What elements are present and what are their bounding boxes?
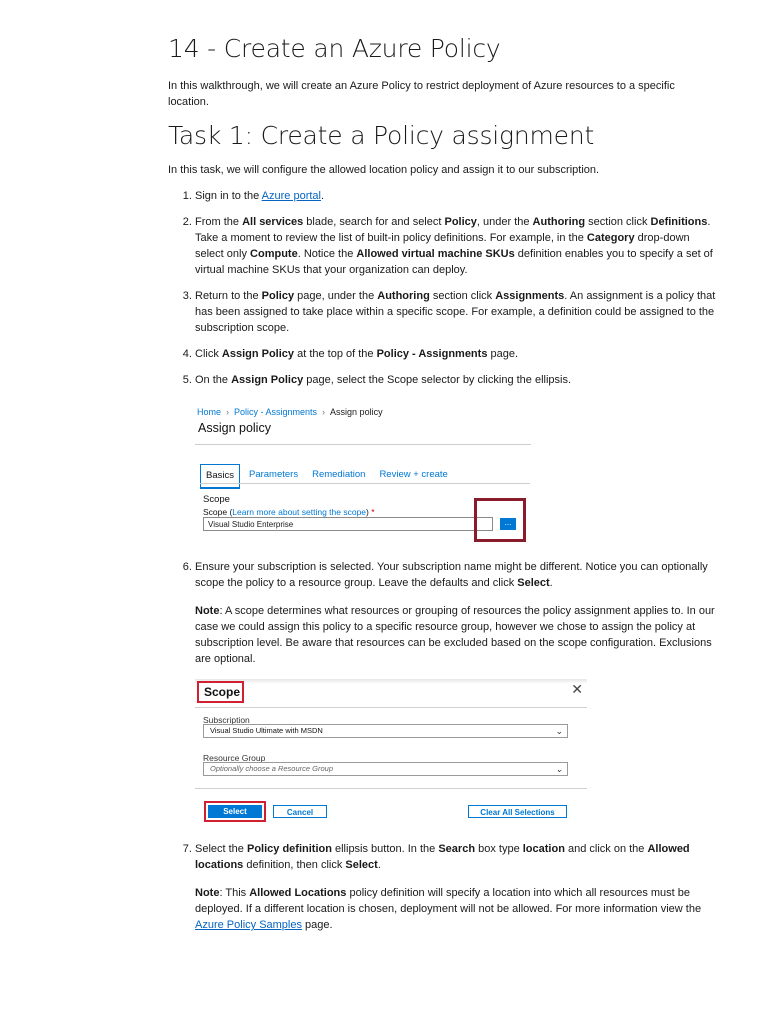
chevron-right-icon: › bbox=[322, 407, 326, 417]
clear-all-selections-button[interactable]: Clear All Selections bbox=[468, 805, 567, 818]
assign-policy-title: Assign policy bbox=[198, 421, 271, 435]
required-marker: * bbox=[371, 507, 375, 517]
tab-parameters[interactable]: Parameters bbox=[248, 469, 299, 480]
tab-bar bbox=[200, 464, 457, 489]
breadcrumb-home[interactable]: Home bbox=[197, 407, 222, 417]
select-button[interactable]: Select bbox=[208, 805, 262, 818]
breadcrumb-current: Assign policy bbox=[330, 407, 383, 417]
highlight-box bbox=[474, 498, 526, 542]
subscription-label: Subscription bbox=[203, 715, 250, 725]
resource-group-label: Resource Group bbox=[203, 753, 266, 763]
document-page bbox=[168, 32, 716, 943]
step-7: 7. Select the Policy definition ellipsis button. In the Search box type location and click on the Allowed locations definition, then click Select. Note: This Allowed Locations policy definition will specify a location into which all resources must be deployed. If a different location is chosen, deployment will not be allowed. For more information view the Azure Policy Samples page. bbox=[195, 841, 716, 933]
cancel-button[interactable]: Cancel bbox=[273, 805, 327, 818]
page-title: 14 - Create an Azure Policy bbox=[168, 34, 501, 63]
close-icon[interactable]: ✕ bbox=[571, 681, 583, 697]
step-6: 6. Ensure your subscription is selected. Your subscription name might be different. Notice you can optionally scope the policy to a resource group. Leave the defaults and click Select. Note: A scope determines what resources or grouping of resources the policy assignment applies to. In our case we could assign this policy to a specific resource group, however we chose to assign the policy at subscription level. Be aware that resources can be excluded based on the scope configuration. Exclusions are optional. Scope ✕ Subscription Visual Studio Ultimate with MSDN ⌄ Resource Group Optionally choose a Resource Group ⌄ Select Cancel Clear All Selections bbox=[195, 559, 716, 821]
highlight-box bbox=[204, 801, 266, 822]
intro-paragraph: In this walkthrough, we will create an Azure Policy to restrict deployment of Azure resources to a specific location. bbox=[168, 80, 675, 108]
tab-review-create[interactable]: Review + create bbox=[379, 469, 448, 480]
step-2: 2. From the All services blade, search for and select Policy, under the Authoring section click Definitions. Take a moment to review the list of built-in policy definitions. For example, in the Category drop-down select only Compute. Notice the Allowed virtual machine SKUs definition enables you to specify a set of virtual machine SKUs that your organization can deploy. bbox=[195, 214, 716, 278]
chevron-down-icon: ⌄ bbox=[555, 726, 563, 736]
step-1: 1. Sign in to the Azure portal. bbox=[195, 188, 716, 204]
divider bbox=[195, 707, 587, 708]
step-3: 3. Return to the Policy page, under the Authoring section click Assignments. An assignment is a policy that has been assigned to take place within a specific scope. For example, a definition could be assigned to the subscription scope. bbox=[195, 288, 716, 336]
steps-list bbox=[168, 188, 716, 933]
azure-portal-link[interactable]: Azure portal bbox=[261, 190, 321, 202]
azure-policy-samples-link[interactable]: Azure Policy Samples bbox=[195, 919, 302, 931]
blade-top-shadow bbox=[195, 679, 587, 683]
scope-field[interactable]: Visual Studio Enterprise bbox=[203, 517, 493, 531]
task1-heading: Task 1: Create a Policy assignment bbox=[168, 121, 595, 150]
scope-ellipsis-button[interactable]: ... bbox=[500, 518, 516, 530]
resource-group-select[interactable]: Optionally choose a Resource Group ⌄ bbox=[203, 762, 568, 776]
tab-basics[interactable]: Basics bbox=[200, 464, 240, 489]
chevron-down-icon: ⌄ bbox=[555, 764, 563, 774]
assign-policy-screenshot bbox=[195, 400, 531, 545]
note-scope: Note: A scope determines what resources or grouping of resources the policy assignment applies to. In our case we could assign this policy to a specific resource group, however we chose to assign the policy at subscription level. Be aware that resources can be excluded based on the scope configuration. Exclusions are optional. bbox=[195, 605, 715, 665]
subscription-select[interactable]: Visual Studio Ultimate with MSDN ⌄ bbox=[203, 724, 568, 738]
breadcrumb bbox=[197, 404, 383, 420]
chevron-right-icon: › bbox=[226, 407, 230, 417]
scope-heading: Scope bbox=[203, 494, 230, 505]
scope-label: Scope (Learn more about setting the scope) * bbox=[203, 507, 375, 517]
tab-remediation[interactable]: Remediation bbox=[312, 469, 366, 480]
divider bbox=[200, 483, 530, 484]
breadcrumb-policy-assignments[interactable]: Policy - Assignments bbox=[234, 407, 318, 417]
scope-blade-title: Scope bbox=[197, 681, 244, 703]
divider bbox=[195, 788, 587, 789]
divider bbox=[195, 444, 531, 445]
scope-blade-screenshot bbox=[195, 679, 587, 821]
step-4: 4. Click Assign Policy at the top of the Policy - Assignments page. bbox=[195, 346, 716, 362]
step-5: 5. On the Assign Policy page, select the Scope selector by clicking the ellipsis. Home › Policy - Assignments › Assign policy Assign policy Basics Parameters Remediation Review + create Scope Scope (Learn more about setting the scope) * Visual Studio Enterprise ... bbox=[195, 372, 716, 545]
task1-intro: In this task, we will configure the allowed location policy and assign it to our subscription. bbox=[168, 164, 600, 176]
note-allowed-locations: Note: This Allowed Locations policy definition will specify a location into which all resources must be deployed. If a different location is chosen, deployment will not be allowed. For more information view the Azure Policy Samples page. bbox=[195, 887, 702, 931]
learn-more-scope-link[interactable]: Learn more about setting the scope bbox=[232, 507, 367, 517]
